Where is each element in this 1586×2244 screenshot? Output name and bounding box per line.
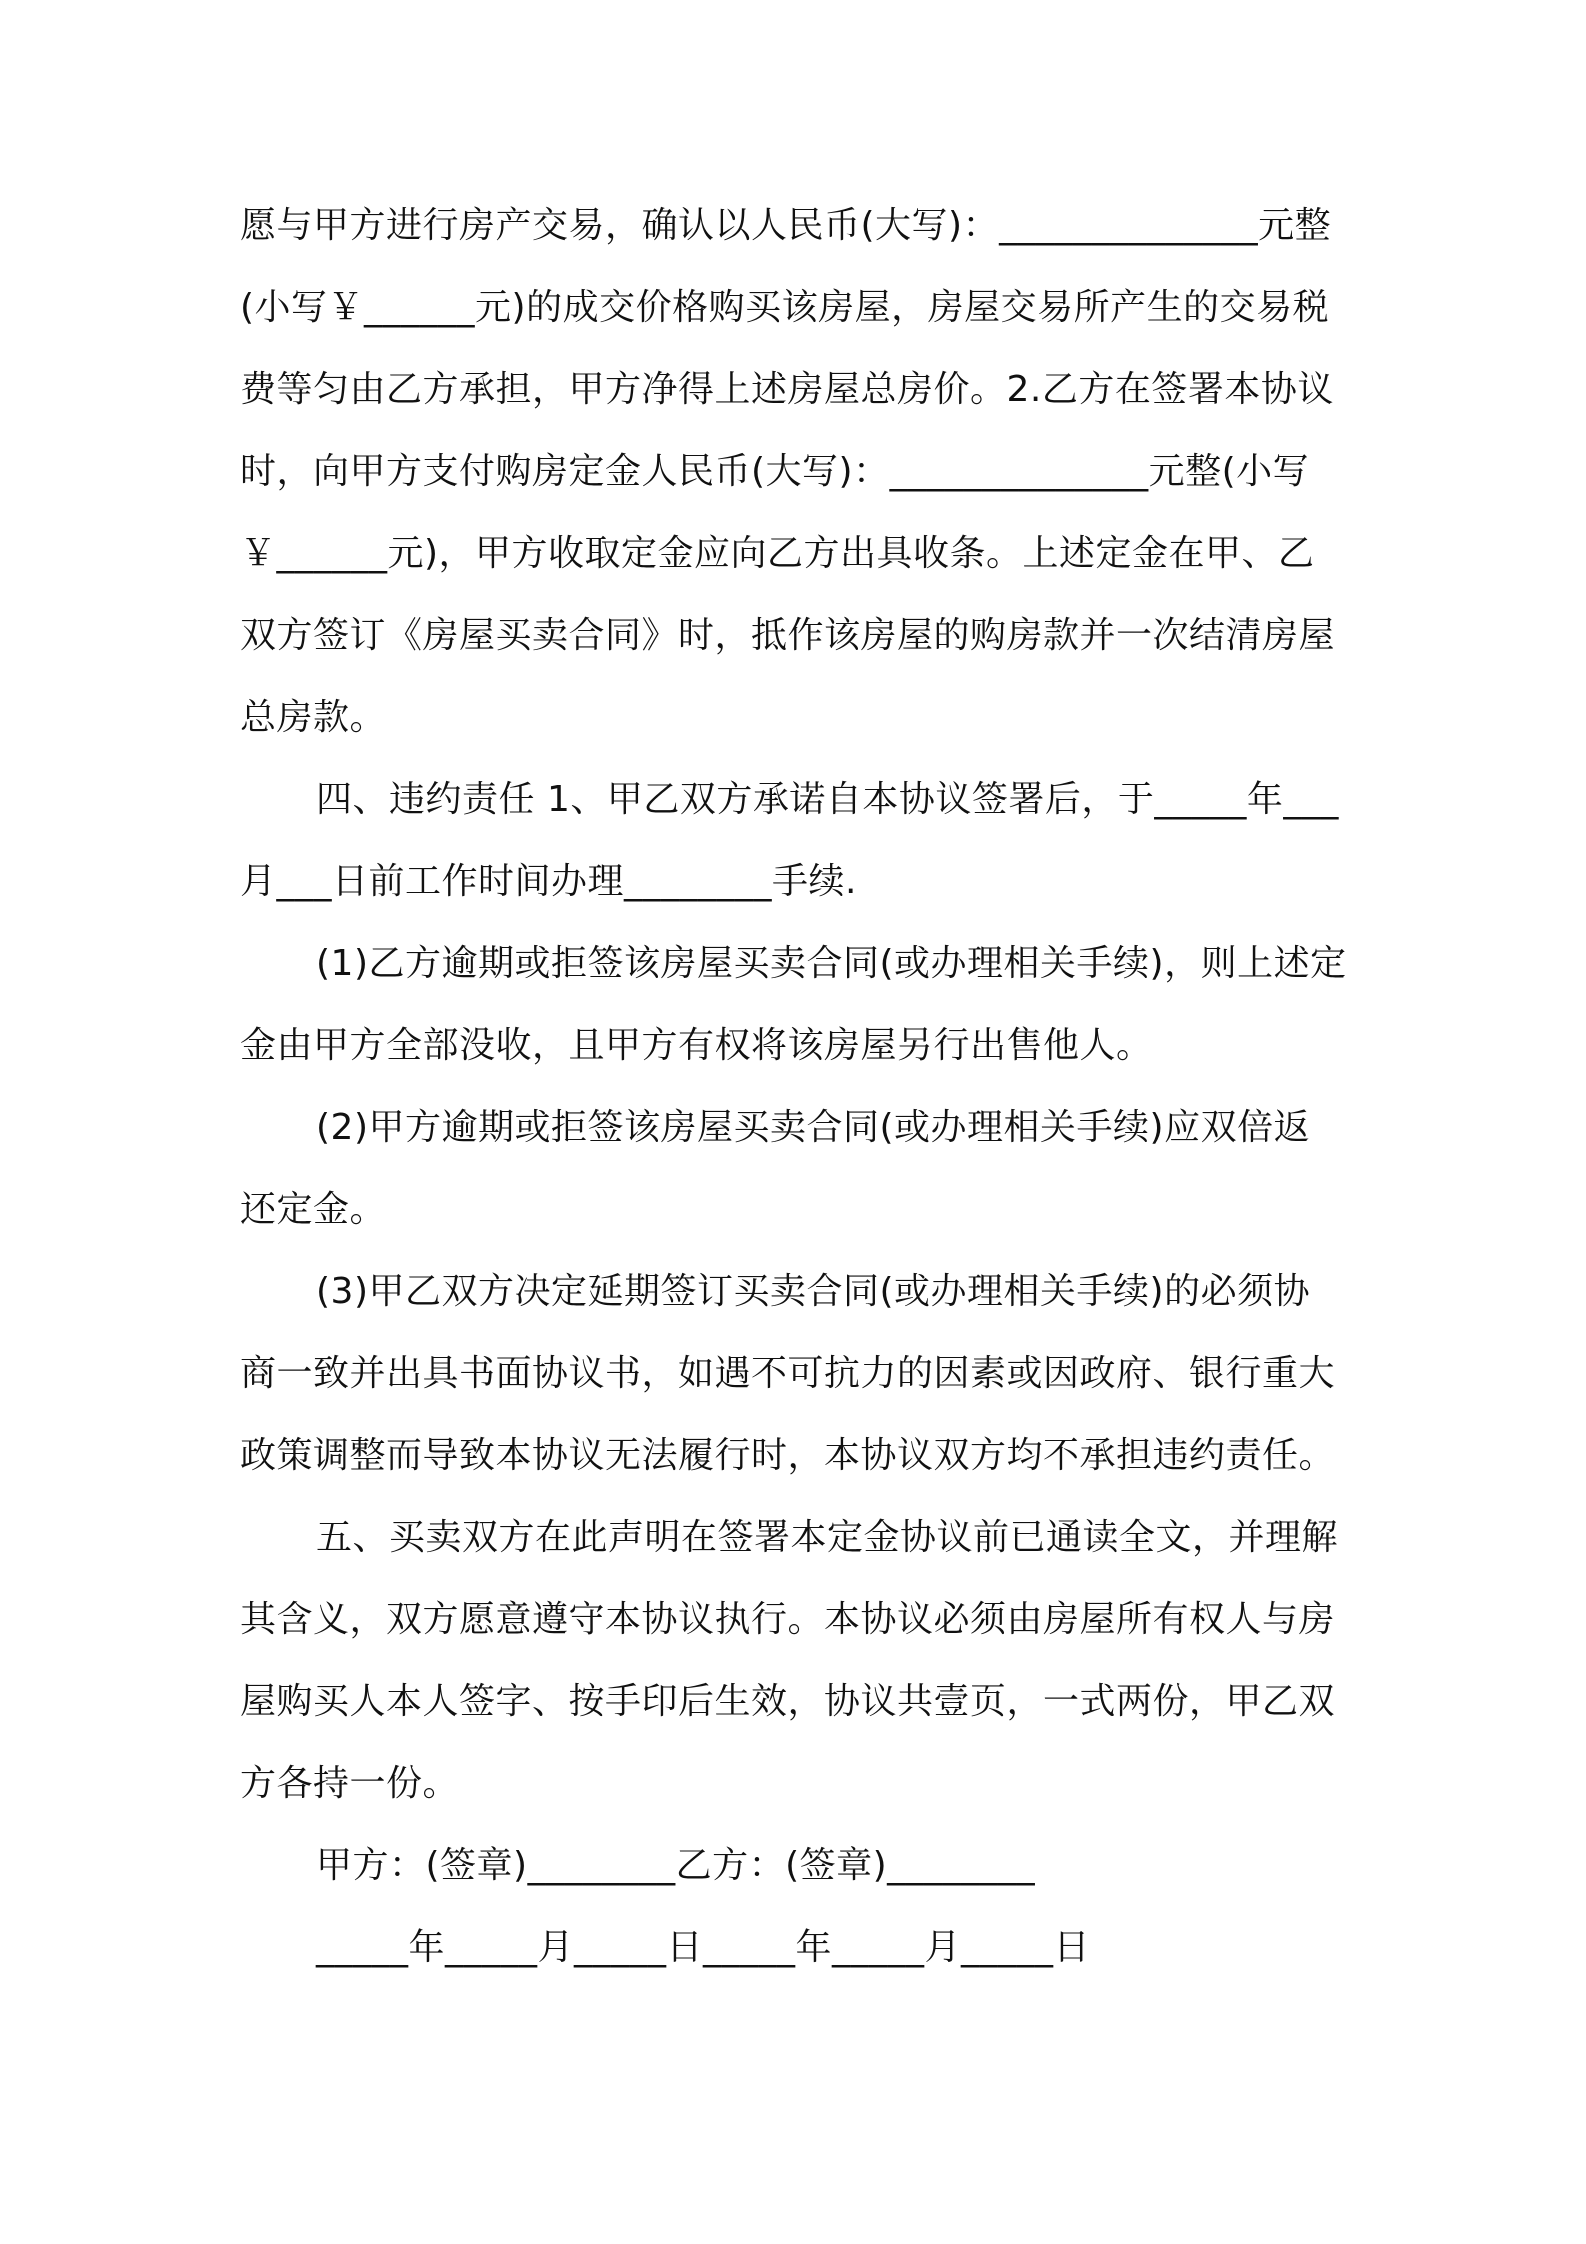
text-line-9: 月___日前工作时间办理________手续. bbox=[240, 861, 857, 902]
text-line-11: 金由甲方全部没收，且甲方有权将该房屋另行出售他人。 bbox=[240, 1025, 1153, 1066]
text-line-17: 五、买卖双方在此声明在签署本定金协议前已通读全文，并理解 bbox=[316, 1517, 1339, 1558]
text-line-8: 四、违约责任 1、甲乙双方承诺自本协议签署后，于_____年___ bbox=[316, 779, 1339, 820]
text-line-2: (小写￥______元)的成交价格购买该房屋，房屋交易所产生的交易税 bbox=[240, 287, 1330, 328]
text-line-14: (3)甲乙双方决定延期签订买卖合同(或办理相关手续)的必须协 bbox=[316, 1271, 1311, 1312]
text-line-10: (1)乙方逾期或拒签该房屋买卖合同(或办理相关手续)，则上述定 bbox=[316, 943, 1347, 984]
signature-line: 甲方：(签章)________乙方：(签章)________ bbox=[316, 1845, 1036, 1886]
text-line-18: 其含义，双方愿意遵守本协议执行。本协议必须由房屋所有权人与房 bbox=[240, 1599, 1336, 1640]
text-line-1: 愿与甲方进行房产交易，确认以人民币(大写)：______________元整 bbox=[240, 205, 1332, 246]
text-line-19: 屋购买人本人签字、按手印后生效，协议共壹页，一式两份，甲乙双 bbox=[240, 1681, 1336, 1722]
text-line-3: 费等匀由乙方承担，甲方净得上述房屋总房价。2.乙方在签署本协议 bbox=[240, 369, 1334, 410]
text-line-5: ￥______元)，甲方收取定金应向乙方出具收条。上述定金在甲、乙 bbox=[240, 533, 1315, 574]
text-line-13: 还定金。 bbox=[240, 1189, 387, 1230]
text-line-7: 总房款。 bbox=[240, 697, 387, 738]
text-line-6: 双方签订《房屋买卖合同》时，抵作该房屋的购房款并一次结清房屋 bbox=[240, 615, 1336, 656]
text-line-15: 商一致并出具书面协议书，如遇不可抗力的因素或因政府、银行重大 bbox=[240, 1353, 1336, 1394]
date-line: _____年_____月_____日_____年_____月_____日 bbox=[316, 1927, 1091, 1968]
text-line-4: 时，向甲方支付购房定金人民币(大写)：______________元整(小写 bbox=[240, 451, 1310, 492]
text-line-20: 方各持一份。 bbox=[240, 1763, 460, 1804]
text-line-12: (2)甲方逾期或拒签该房屋买卖合同(或办理相关手续)应双倍返 bbox=[316, 1107, 1311, 1148]
text-line-16: 政策调整而导致本协议无法履行时，本协议双方均不承担违约责任。 bbox=[240, 1435, 1336, 1476]
